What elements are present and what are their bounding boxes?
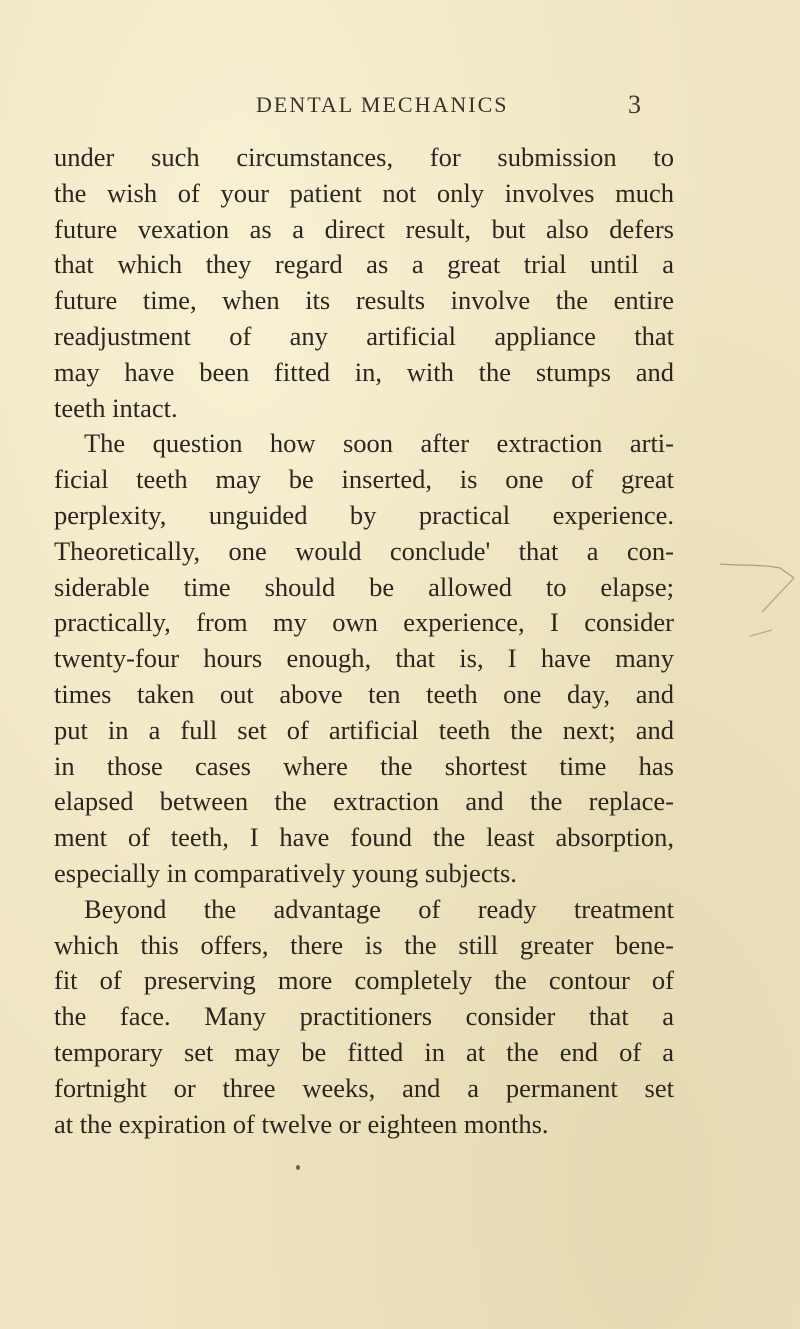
page-number: 3 [628, 90, 641, 119]
text-line: times taken out above ten teeth one day, and [54, 678, 674, 709]
running-head [0, 92, 800, 132]
text-line: ficial teeth may be inserted, is one of great [54, 464, 674, 495]
text-line: future vexation as a direct result, but also defers [54, 213, 674, 244]
text-line: perplexity, unguided by practical experience. [54, 499, 674, 530]
text-line: teeth intact. [54, 392, 178, 423]
text-line: put in a full set of artificial teeth the next; and [54, 714, 674, 745]
text-line: at the expiration of twelve or eighteen months. [54, 1108, 549, 1139]
text-line: readjustment of any artificial appliance that [54, 320, 674, 351]
text-line: that which they regard as a great trial until a [54, 249, 674, 280]
text-line: elapsed between the extraction and the replace- [54, 786, 674, 817]
text-line: especially in comparatively young subjects. [54, 857, 517, 888]
text-line: in those cases where the shortest time has [54, 750, 674, 781]
body-text [54, 140, 674, 1142]
text-line: ment of teeth, I have found the least absorption, [54, 822, 674, 853]
text-line: The question how soon after extraction arti- [84, 428, 674, 459]
text-line: the wish of your patient not only involves much [54, 177, 674, 208]
text-line: the face. Many practitioners consider that a [54, 1001, 674, 1032]
text-line: Beyond the advantage of ready treatment [84, 893, 674, 924]
margin-pencil-mark [710, 560, 800, 650]
text-line: twenty-four hours enough, that is, I have many [54, 643, 674, 674]
text-line: practically, from my own experience, I consider [54, 607, 674, 638]
text-line: fit of preserving more completely the contour of [54, 965, 674, 996]
running-title: DENTAL MECHANICS [256, 92, 509, 117]
text-line: Theoretically, one would conclude' that a con- [54, 535, 674, 566]
text-line: future time, when its results involve the entire [54, 285, 674, 316]
text-line: may have been fitted in, with the stumps and [54, 356, 674, 387]
text-line: under such circumstances, for submission to [54, 142, 674, 172]
text-line: which this offers, there is the still greater bene- [54, 929, 674, 960]
paper-speck [296, 1165, 300, 1170]
text-line: temporary set may be fitted in at the end of a [54, 1036, 674, 1067]
text-line: fortnight or three weeks, and a permanent set [54, 1072, 674, 1103]
text-line: siderable time should be allowed to elapse; [54, 571, 674, 602]
